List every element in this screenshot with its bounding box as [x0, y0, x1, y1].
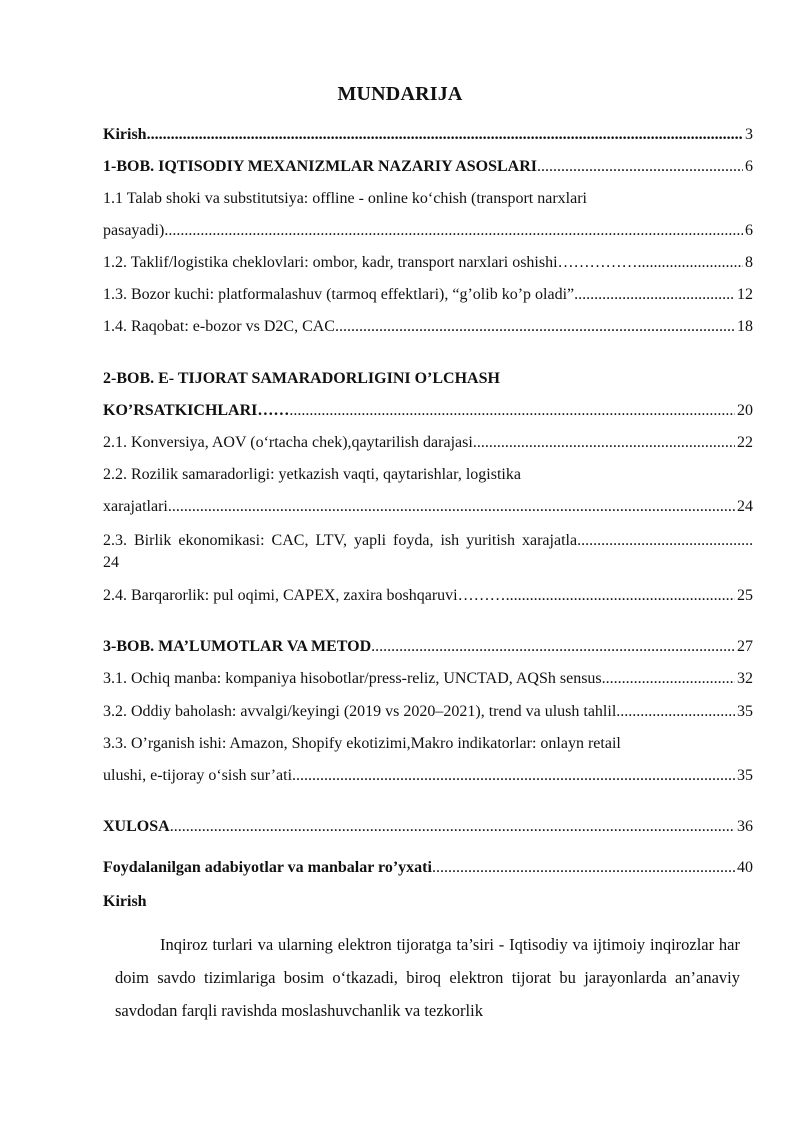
- toc-entry-text: KO’RSATKICHLARI……: [103, 402, 290, 419]
- toc-entry-text: 1.3. Bozor kuchi: platformalashuv (tarmoq effektlari), “g’olib ko’p oladi”: [103, 286, 575, 303]
- toc-leader: [289, 402, 735, 420]
- toc-leader: [170, 818, 735, 836]
- toc-entry-text: XULOSA: [103, 818, 170, 835]
- toc-entry-text: 2.3. Birlik ekonomikasi: CAC, LTV, yapli foyda, ish yuritish xarajatla: [103, 532, 578, 549]
- toc-entry-text: Kirish: [103, 126, 147, 143]
- toc-entry-text: 1.2. Taklif/logistika cheklovlari: ombor, kadr, transport narxlari oshishi……………: [103, 254, 638, 271]
- toc-entry-conclusion[interactable]: [103, 818, 753, 840]
- toc-entry-text: ulushi, e-tijoray o‘sish sur’ati: [103, 767, 293, 784]
- toc-page-number: 6: [745, 222, 753, 239]
- toc-leader: [574, 286, 735, 304]
- toc-entry-text: 2.4. Barqarorlik: pul oqimi, CAPEX, zaxira boshqaruvi………: [103, 587, 506, 604]
- toc-entry-1-2[interactable]: [103, 254, 753, 276]
- toc-leader: [432, 859, 735, 877]
- toc-entry-1-3[interactable]: [103, 286, 753, 308]
- toc-entry-2-4[interactable]: [103, 587, 753, 609]
- toc-page-number: 25: [737, 587, 753, 604]
- toc-entry-1-1-continued[interactable]: [103, 222, 753, 244]
- section-heading-kirish: Kirish: [103, 893, 147, 910]
- toc-page-number: 27: [737, 638, 753, 655]
- toc-entry-text: 3.1. Ochiq manba: kompaniya hisobotlar/press-reliz, UNCTAD, AQSh sensus: [103, 670, 602, 687]
- toc-page-number: 12: [737, 286, 753, 303]
- page-title: MUNDARIJA: [337, 83, 463, 105]
- toc-leader: [335, 318, 735, 336]
- toc-entry-text: 2.1. Konversiya, AOV (o‘rtacha chek),qaytarilish darajasi: [103, 434, 473, 451]
- toc-entry-text: 2.2. Rozilik samaradorligi: yetkazish vaqti, qaytarishlar, logistika: [103, 466, 521, 483]
- toc-entry-3-2[interactable]: [103, 703, 753, 725]
- toc-entry-text: 1.4. Raqobat: e-bozor vs D2C, CAC: [103, 318, 335, 335]
- toc-leader: [602, 670, 735, 688]
- toc-leader: [164, 222, 743, 240]
- toc-entry-3-1[interactable]: [103, 670, 753, 692]
- toc-entry-2-1[interactable]: [103, 434, 753, 456]
- toc-leader: [616, 703, 735, 721]
- toc-page-number: 6: [745, 158, 753, 175]
- toc-leader: [292, 767, 735, 785]
- toc-leader: [371, 638, 735, 656]
- toc-entry-text: 1-BOB. IQTISODIY MEXANIZMLAR NAZARIY ASOSLARI: [103, 158, 537, 175]
- toc-entry-text: 3-BOB. MA’LUMOTLAR VA METOD: [103, 638, 372, 655]
- intro-paragraph: [115, 928, 740, 1027]
- toc-entry-2-2-continued[interactable]: [103, 498, 753, 520]
- toc-entry-text: 2-BOB. E- TIJORAT SAMARADORLIGINI O’LCHASH: [103, 370, 500, 387]
- toc-entry-3-3-continued[interactable]: [103, 767, 753, 789]
- toc-leader: [638, 254, 743, 272]
- toc-leader: [147, 126, 743, 144]
- toc-leader: [473, 434, 735, 452]
- intro-paragraph-text: Inqiroz turlari va ularning elektron tijoratga ta’siri - Iqtisodiy va ijtimoiy inqirozlar har doim savdo tizimlariga bosim o‘tkazadi, biroq elektron tijorat bu jarayonlarda an’anaviy savdodan farqli ravishda moslashuvchanlik va tezkorlik: [115, 935, 740, 1020]
- toc-leader: [506, 587, 735, 605]
- toc-leader: [168, 498, 735, 516]
- toc-page-number: 32: [737, 670, 753, 687]
- toc-entry-chapter-3[interactable]: [103, 638, 753, 660]
- toc-page-number: 18: [737, 318, 753, 335]
- toc-page-number: 35: [737, 767, 753, 784]
- toc-page-number: 36: [737, 818, 753, 835]
- toc-entry-text: 3.2. Oddiy baholash: avvalgi/keyingi (2019 vs 2020–2021), trend va ulush tahlil: [103, 703, 617, 720]
- toc-entry-2-2[interactable]: [103, 466, 753, 488]
- toc-entry-1-1[interactable]: [103, 190, 753, 212]
- toc-entry-2-3-page: [103, 554, 753, 576]
- toc-page-number: 3: [745, 126, 753, 143]
- toc-entry-references[interactable]: [103, 859, 753, 881]
- toc-entry-text: 1.1 Talab shoki va substitutsiya: offline - online ko‘chish (transport narxlari: [103, 190, 587, 207]
- toc-page-number: 40: [737, 859, 753, 876]
- toc-page-number: 24: [103, 554, 119, 571]
- toc-entry-text: Foydalanilgan adabiyotlar va manbalar ro’yxati: [103, 859, 432, 876]
- toc-entry-3-3[interactable]: [103, 735, 753, 757]
- toc-leader: [577, 532, 753, 550]
- toc-page-number: 22: [737, 434, 753, 451]
- toc-entry-text: xarajatlari: [103, 498, 168, 515]
- toc-page-number: 8: [745, 254, 753, 271]
- toc-entry-1-4[interactable]: [103, 318, 753, 340]
- toc-entry-chapter-1[interactable]: [103, 158, 753, 180]
- toc-page-number: 20: [737, 402, 753, 419]
- toc-leader: [537, 158, 743, 176]
- toc-page-number: 24: [737, 498, 753, 515]
- toc-entry-kirish[interactable]: [103, 126, 753, 148]
- toc-entry-text: pasayadi): [103, 222, 165, 239]
- toc-entry-2-3[interactable]: [103, 532, 753, 554]
- toc-entry-chapter-2[interactable]: [103, 370, 753, 392]
- toc-entry-text: 3.3. O’rganish ishi: Amazon, Shopify ekotizimi,Makro indikatorlar: onlayn retail: [103, 735, 621, 752]
- toc-entry-chapter-2-continued[interactable]: [103, 402, 753, 424]
- toc-page-number: 35: [737, 703, 753, 720]
